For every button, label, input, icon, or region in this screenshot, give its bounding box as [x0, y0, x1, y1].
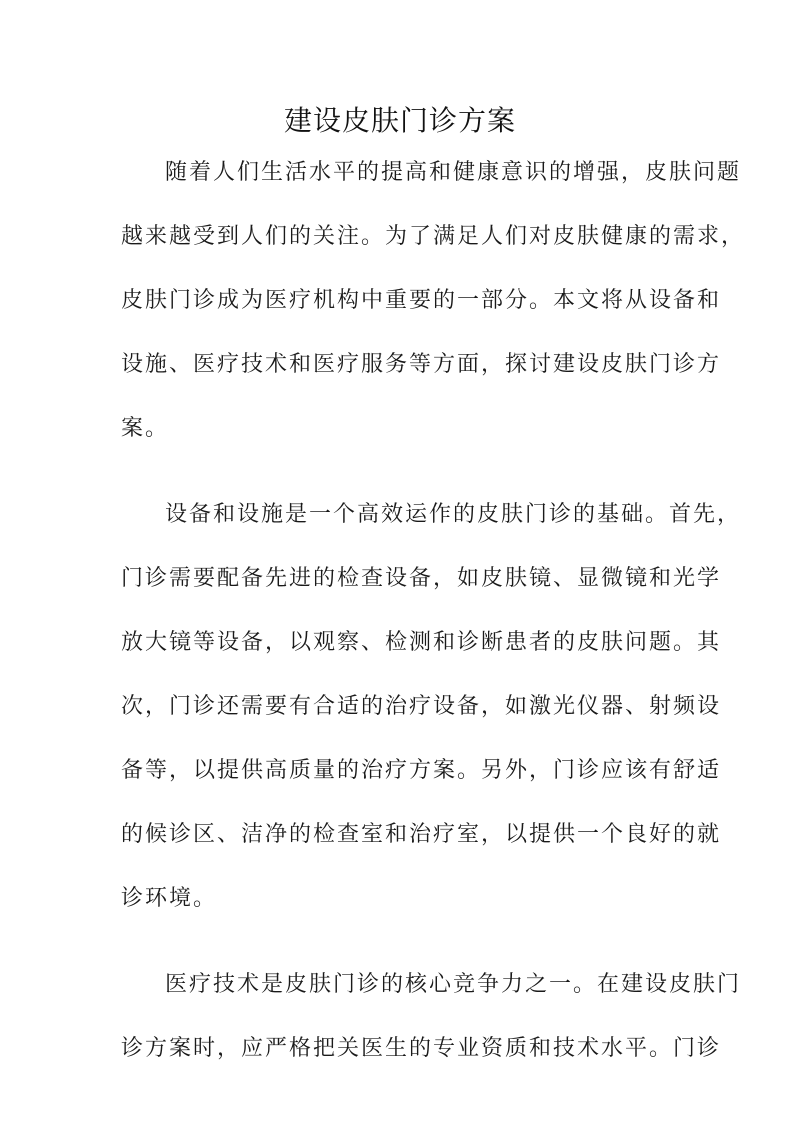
paragraph-1-line-1: 随着人们生活水平的提高和健康意识的增强，皮肤问题	[165, 160, 742, 185]
paragraph-3-line-1: 医疗技术是皮肤门诊的核心竞争力之一。在建设皮肤门	[165, 972, 742, 997]
paragraph-2-line-6: 的候诊区、洁净的检查室和治疗室，以提供一个良好的就	[121, 822, 722, 847]
paragraph-2-line-3: 放大镜等设备，以观察、检测和诊断患者的皮肤问题。其	[121, 630, 722, 655]
paragraph-2-line-1: 设备和设施是一个高效运作的皮肤门诊的基础。首先，	[165, 502, 742, 527]
paragraph-3-line-2: 诊方案时，应严格把关医生的专业资质和技术水平。门诊	[121, 1036, 722, 1061]
paragraph-1-line-4: 设施、医疗技术和医疗服务等方面，探讨建设皮肤门诊方	[121, 352, 722, 377]
paragraph-2-line-2: 门诊需要配备先进的检查设备，如皮肤镜、显微镜和光学	[121, 566, 722, 591]
paragraph-1-line-2: 越来越受到人们的关注。为了满足人们对皮肤健康的需求，	[121, 224, 746, 249]
paragraph-2-line-7: 诊环境。	[121, 886, 218, 911]
document-title: 建设皮肤门诊方案	[283, 104, 516, 137]
paragraph-2-line-5: 备等，以提供高质量的治疗方案。另外，门诊应该有舒适	[121, 758, 722, 783]
paragraph-2-line-4: 次，门诊还需要有合适的治疗设备，如激光仪器、射频设	[121, 694, 722, 719]
paragraph-1-line-5: 案。	[121, 416, 170, 441]
document-body	[121, 158, 746, 1118]
paragraph-1-line-3: 皮肤门诊成为医疗机构中重要的一部分。本文将从设备和	[121, 288, 722, 313]
